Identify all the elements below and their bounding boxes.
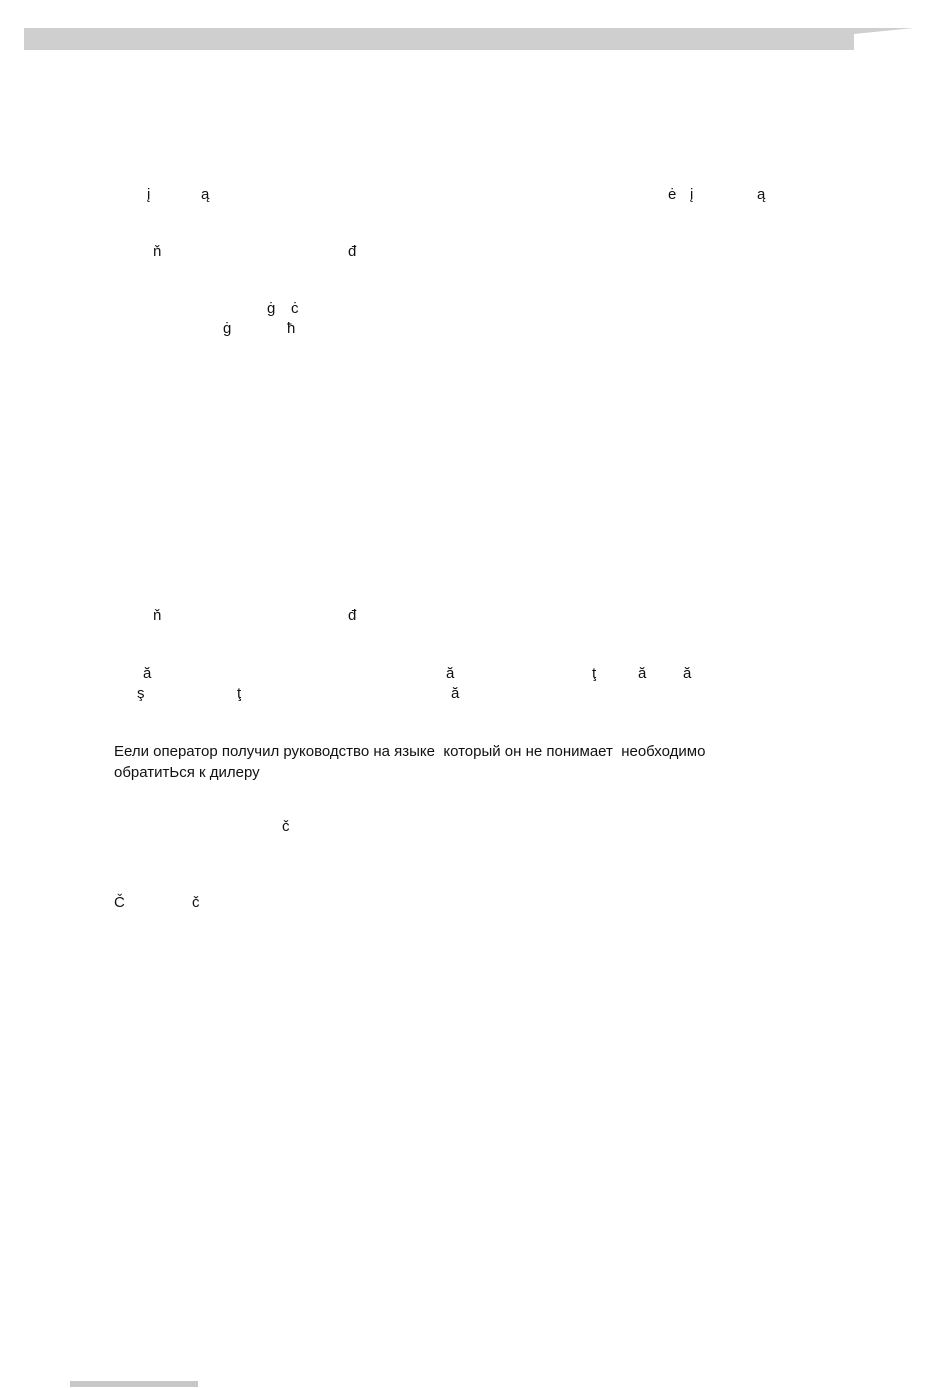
glyph: ħ	[287, 320, 296, 337]
glyph: ą	[201, 186, 210, 203]
glyph: ţ	[592, 665, 597, 682]
glyph: ă	[446, 665, 455, 682]
glyph: ă	[638, 665, 647, 682]
glyph: č	[192, 894, 200, 911]
glyph: į	[147, 186, 151, 203]
notice-line-2: обратитЬся к дилеру	[114, 764, 260, 781]
glyph: ė	[668, 186, 677, 203]
glyph: đ	[348, 607, 357, 624]
glyph: į	[690, 186, 694, 203]
glyph: ă	[683, 665, 692, 682]
glyph: ň	[153, 243, 162, 260]
glyph: ţ	[237, 685, 242, 702]
glyph: ċ	[291, 300, 299, 317]
glyph: đ	[348, 243, 357, 260]
glyph: ġ	[267, 300, 276, 317]
glyph: č	[282, 818, 290, 835]
header-band	[24, 28, 914, 50]
notice-line-1: Еели оператор получил руководство на языке который он не понимает необходимо	[114, 743, 706, 760]
glyph: Č	[114, 894, 125, 911]
footer-bar	[70, 1381, 198, 1387]
glyph: ġ	[223, 320, 232, 337]
glyph: ă	[451, 685, 460, 702]
glyph: ą	[757, 186, 766, 203]
glyph: ă	[143, 665, 152, 682]
glyph: ş	[137, 685, 145, 702]
dealer-notice	[114, 741, 814, 783]
glyph: ň	[153, 607, 162, 624]
